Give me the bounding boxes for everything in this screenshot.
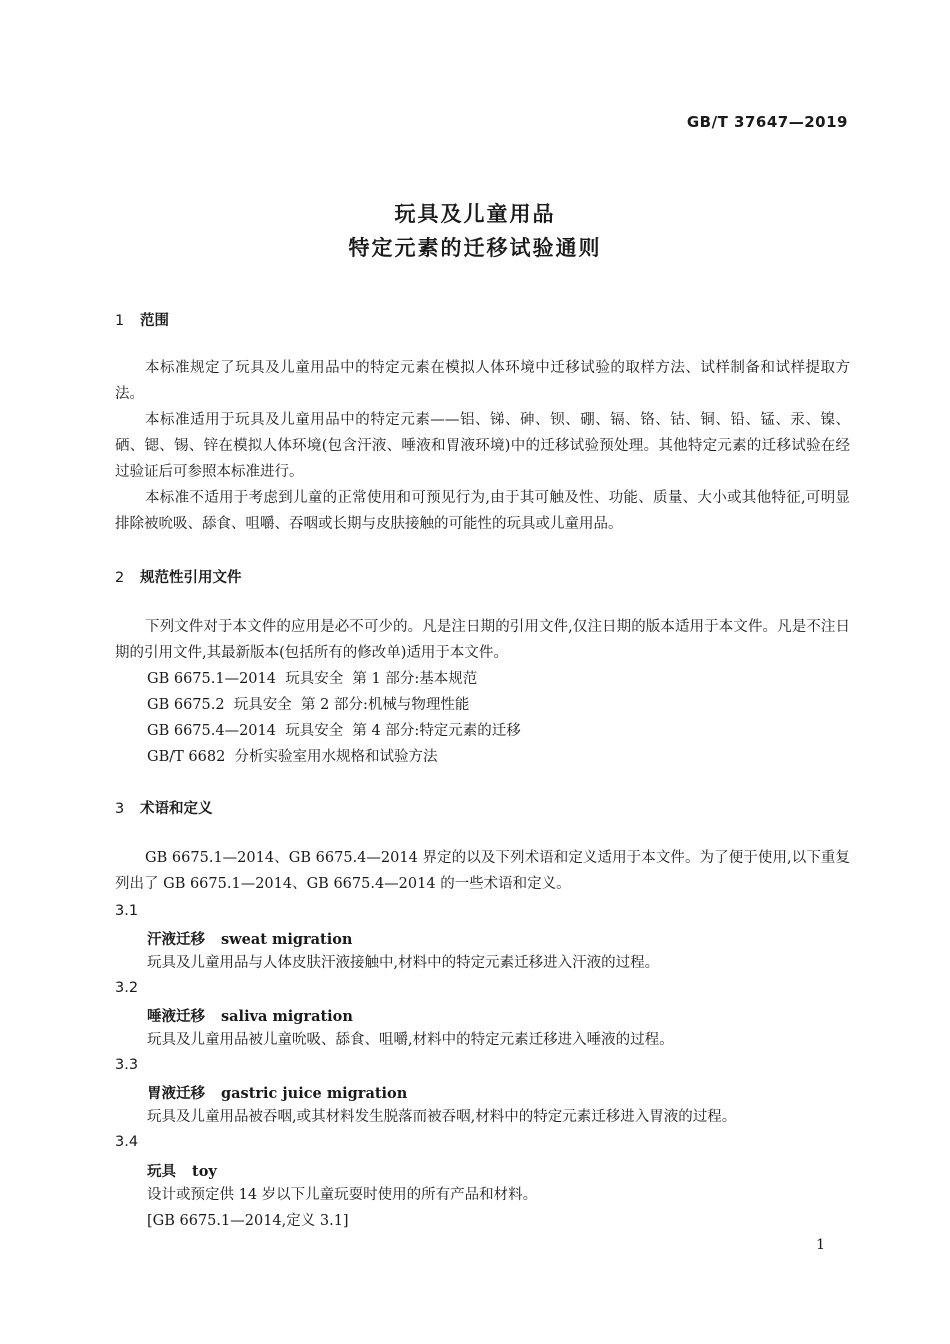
section-2-para-1: 下列文件对于本文件的应用是必不可少的。凡是注日期的引用文件,仅注日期的版本适用于本文件。凡是不注日期的引用文件,其最新版本(包括所有的修改单)适用于本文件。 xyxy=(115,619,850,661)
term-zh: 唾液迁移 xyxy=(147,1009,205,1025)
section-3-heading xyxy=(115,797,213,818)
document-title-line2: 特定元素的迁移试验通则 xyxy=(348,236,602,260)
section-number: 3 xyxy=(115,801,125,817)
document-title-line1: 玩具及儿童用品 xyxy=(394,202,556,226)
page-number: 1 xyxy=(816,1237,825,1253)
term-title xyxy=(147,1082,407,1103)
term-en: toy xyxy=(192,1163,217,1180)
term-number: 3.2 xyxy=(115,980,139,996)
term-en: sweat migration xyxy=(221,931,353,948)
section-2-heading xyxy=(115,566,242,587)
reference-item: GB/T 6682 分析实验室用水规格和试验方法 xyxy=(147,749,438,765)
term-title xyxy=(147,1160,217,1181)
term-definition: 玩具及儿童用品与人体皮肤汗液接触中,材料中的特定元素迁移进入汗液的过程。 xyxy=(147,955,660,971)
section-title: 范围 xyxy=(140,313,169,329)
section-3-para-1: GB 6675.1—2014、GB 6675.4—2014 界定的以及下列术语和定义适用于本文件。为了便于使用,以下重复列出了 GB 6675.1—2014、GB 6675.4—2014 的一些术语和定义。 xyxy=(115,850,850,892)
standard-code: GB/T 37647—2019 xyxy=(686,113,848,131)
term-title xyxy=(147,928,352,949)
section-title: 规范性引用文件 xyxy=(140,570,242,586)
section-1-heading xyxy=(115,309,169,330)
term-number: 3.4 xyxy=(115,1134,139,1150)
section-1-para-2: 本标准适用于玩具及儿童用品中的特定元素——铝、锑、砷、钡、硼、镉、铬、钴、铜、铅、锰、汞、镍、硒、锶、锡、锌在模拟人体环境(包含汗液、唾液和胃液环境)中的迁移试验预处理。其他特定元素的迁移试验在经过验证后可参照本标准进行。 xyxy=(115,412,850,480)
reference-item: GB 6675.1—2014 玩具安全 第 1 部分:基本规范 xyxy=(147,671,478,687)
term-definition: 玩具及儿童用品被吞咽,或其材料发生脱落而被吞咽,材料中的特定元素迁移进入胃液的过程。 xyxy=(147,1109,737,1125)
term-number: 3.3 xyxy=(115,1057,139,1073)
term-source: [GB 6675.1—2014,定义 3.1] xyxy=(147,1213,349,1229)
term-title xyxy=(147,1005,353,1026)
term-definition: 玩具及儿童用品被儿童吮吸、舔食、咀嚼,材料中的特定元素迁移进入唾液的过程。 xyxy=(147,1032,674,1048)
term-zh: 汗液迁移 xyxy=(147,932,205,948)
section-number: 2 xyxy=(115,570,125,586)
section-title: 术语和定义 xyxy=(140,801,213,817)
term-en: gastric juice migration xyxy=(221,1085,408,1102)
term-definition: 设计或预定供 14 岁以下儿童玩耍时使用的所有产品和材料。 xyxy=(147,1187,538,1203)
section-1-para-3: 本标准不适用于考虑到儿童的正常使用和可预见行为,由于其可触及性、功能、质量、大小或其他特征,可明显排除被吮吸、舔食、咀嚼、吞咽或长期与皮肤接触的可能性的玩具或儿童用品。 xyxy=(115,490,850,532)
reference-item: GB 6675.4—2014 玩具安全 第 4 部分:特定元素的迁移 xyxy=(147,723,521,739)
section-1-para-1: 本标准规定了玩具及儿童用品中的特定元素在模拟人体环境中迁移试验的取样方法、试样制备和试样提取方法。 xyxy=(115,360,850,402)
reference-item: GB 6675.2 玩具安全 第 2 部分:机械与物理性能 xyxy=(147,697,470,713)
term-zh: 胃液迁移 xyxy=(147,1086,205,1102)
term-number: 3.1 xyxy=(115,903,139,919)
section-number: 1 xyxy=(115,313,125,329)
term-en: saliva migration xyxy=(221,1008,353,1025)
term-zh: 玩具 xyxy=(147,1164,176,1180)
